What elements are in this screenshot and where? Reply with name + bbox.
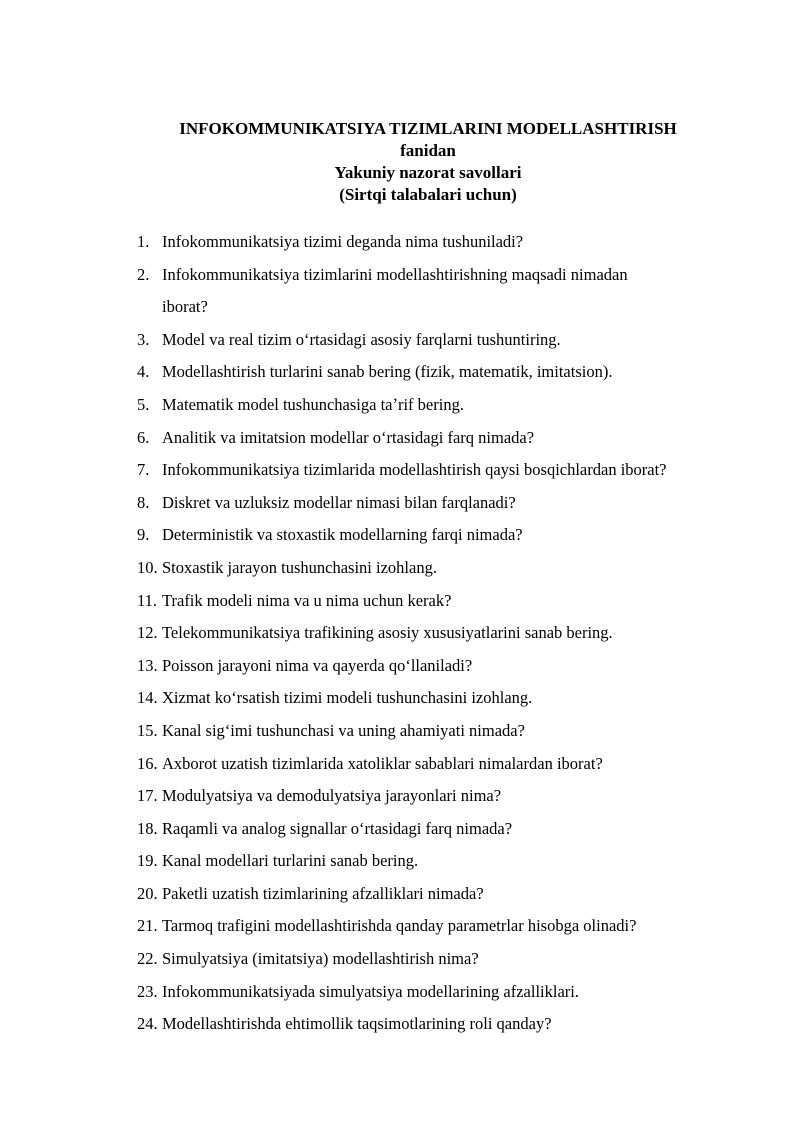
question-text: Analitik va imitatsion modellar oʻrtasidagi farq nimada? xyxy=(162,427,535,447)
question-item xyxy=(137,910,667,943)
question-number: 5. xyxy=(137,394,150,414)
question-number: 14. xyxy=(137,688,158,708)
question-number: 11. xyxy=(137,590,158,610)
question-number: 22. xyxy=(137,949,158,969)
question-item xyxy=(137,585,667,618)
question-item xyxy=(137,976,667,1009)
question-number: 17. xyxy=(137,786,158,806)
question-text: Axborot uzatish tizimlarida xatoliklar sabablari nimalardan iborat? xyxy=(162,753,603,773)
question-item xyxy=(137,682,667,715)
question-item xyxy=(137,813,667,846)
question-text: Model va real tizim oʻrtasidagi asosiy farqlarni tushuntiring. xyxy=(162,329,561,349)
question-number: 24. xyxy=(137,1014,158,1034)
question-item xyxy=(137,845,667,878)
question-text: Modellashtirishda ehtimollik taqsimotlarining roli qanday? xyxy=(162,1014,552,1034)
question-text: Raqamli va analog signallar oʻrtasidagi farq nimada? xyxy=(162,818,513,838)
question-number: 9. xyxy=(137,525,150,545)
question-number: 2. xyxy=(137,264,150,284)
question-item xyxy=(137,389,667,422)
question-item xyxy=(137,943,667,976)
question-number: 23. xyxy=(137,981,158,1001)
question-number: 8. xyxy=(137,492,150,512)
question-number: 18. xyxy=(137,818,158,838)
document-title xyxy=(0,118,800,206)
question-number: 10. xyxy=(137,557,158,577)
question-item xyxy=(137,617,667,650)
question-text: Diskret va uzluksiz modellar nimasi bilan farqlanadi? xyxy=(162,492,516,512)
question-text: Infokommunikatsiya tizimi deganda nima tushuniladi? xyxy=(162,232,524,251)
question-item xyxy=(137,1008,667,1041)
question-text: Simulyatsiya (imitatsiya) modellashtirish nima? xyxy=(162,949,479,969)
title-line: fanidan xyxy=(400,141,456,160)
question-text: Poisson jarayoni nima va qayerda qoʻllaniladi? xyxy=(162,655,473,675)
title-line: Yakuniy nazorat savollari xyxy=(334,163,522,182)
question-item xyxy=(137,487,667,520)
question-text: Matematik model tushunchasiga taʼrif bering. xyxy=(162,394,464,414)
question-text: Trafik modeli nima va u nima uchun kerak? xyxy=(162,590,452,610)
question-item xyxy=(137,650,667,683)
question-number: 15. xyxy=(137,720,158,740)
question-number: 12. xyxy=(137,623,158,643)
question-number: 13. xyxy=(137,655,158,675)
question-number: 3. xyxy=(137,329,150,349)
question-item xyxy=(137,780,667,813)
question-number: 21. xyxy=(137,916,158,936)
question-item xyxy=(137,878,667,911)
title-line: INFOKOMMUNIKATSIYA TIZIMLARINI MODELLASHTIRISH xyxy=(179,119,677,138)
question-list xyxy=(137,226,667,1041)
question-text: Stoxastik jarayon tushunchasini izohlang. xyxy=(162,557,437,577)
question-text: Infokommunikatsiyada simulyatsiya modellarining afzalliklari. xyxy=(162,981,579,1001)
question-number: 16. xyxy=(137,753,158,773)
question-number: 1. xyxy=(137,232,150,251)
question-item xyxy=(137,715,667,748)
question-text: Tarmoq trafigini modellashtirishda qanday parametrlar hisobga olinadi? xyxy=(162,916,637,936)
question-text xyxy=(162,259,628,324)
question-text: Xizmat koʻrsatish tizimi modeli tushunchasini izohlang. xyxy=(162,688,533,708)
question-text: Telekommunikatsiya trafikining asosiy xususiyatlarini sanab bering. xyxy=(162,623,613,643)
title-line: (Sirtqi talabalari uchun) xyxy=(339,185,517,204)
question-number: 6. xyxy=(137,427,150,447)
question-item xyxy=(137,454,667,487)
question-item xyxy=(137,356,667,389)
question-text: Infokommunikatsiya tizimlarida modellashtirish qaysi bosqichlardan iborat? xyxy=(162,460,667,480)
question-item xyxy=(137,259,667,324)
question-text: Deterministik va stoxastik modellarning farqi nimada? xyxy=(162,525,523,545)
question-number: 20. xyxy=(137,883,158,903)
question-text: Modellashtirish turlarini sanab bering (fizik, matematik, imitatsion). xyxy=(162,362,613,382)
question-item xyxy=(137,552,667,585)
question-item xyxy=(137,324,667,357)
question-text: Paketli uzatish tizimlarining afzalliklari nimada? xyxy=(162,883,484,903)
question-text-line: iborat? xyxy=(162,297,208,317)
question-text: Kanal sigʻimi tushunchasi va uning ahamiyati nimada? xyxy=(162,720,525,740)
question-item xyxy=(137,748,667,781)
question-text-line: Infokommunikatsiya tizimlarini modellashtirishning maqsadi nimadan xyxy=(162,264,628,284)
question-number: 4. xyxy=(137,362,150,382)
question-number: 7. xyxy=(137,460,150,480)
question-text: Modulyatsiya va demodulyatsiya jarayonlari nima? xyxy=(162,786,502,806)
question-item xyxy=(137,519,667,552)
question-number: 19. xyxy=(137,851,158,871)
question-item xyxy=(137,226,667,259)
question-item xyxy=(137,422,667,455)
question-text: Kanal modellari turlarini sanab bering. xyxy=(162,851,419,871)
